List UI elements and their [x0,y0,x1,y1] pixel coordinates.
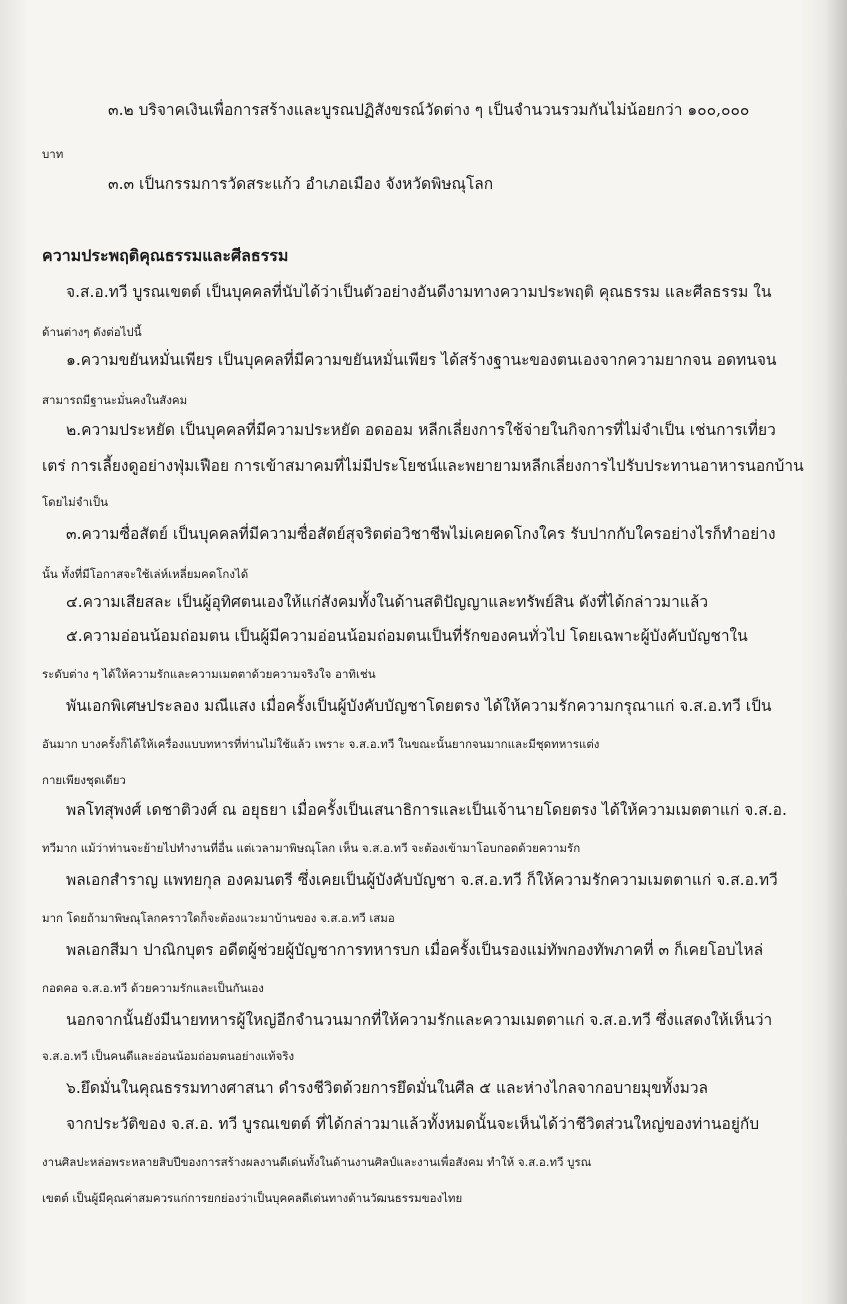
text-line: งานศิลปะหล่อพระหลายสิบปีของการสร้างผลงานดีเด่นทั้งในด้านงานศิลป์และงานเพื่อสังคม ทำให้ จ.ส.อ.ทวี บูรณ [42,1155,592,1169]
text-line: ๕.ความอ่อนน้อมถ่อมตน เป็นผู้มีความอ่อนน้อมถ่อมตนเป็นที่รักของคนทั่วไป โดยเฉพาะผู้บังคับบัญชาใน [66,627,748,645]
text-line: จ.ส.อ.ทวี เป็นคนดีและอ่อนน้อมถ่อมตนอย่างแท้จริง [42,1049,295,1063]
text-line: อันมาก บางครั้งก็ได้ให้เครื่องแบบทหารที่ท่านไม่ใช้แล้ว เพราะ จ.ส.อ.ทวี ในขณะนั้นยากจนมากและมีชุดทหารแต่ง [42,737,600,751]
text-line: สามารถมีฐานะมั่นคงในสังคม [42,393,188,407]
text-line: กอดคอ จ.ส.อ.ทวี ด้วยความรักและเป็นกันเอง [42,981,264,995]
text-line: ระดับต่าง ๆ ได้ให้ความรักและความเมตตาด้วยความจริงใจ อาทิเช่น [42,667,376,681]
text-line: พันเอกพิเศษประลอง มณีแสง เมื่อครั้งเป็นผู้บังคับบัญชาโดยตรง ได้ให้ความรักความกรุณาแก่ จ.ส.อ.ทวี เป็น [66,697,772,715]
text-line: ทวีมาก แม้ว่าท่านจะย้ายไปทำงานที่อื่น แต่เวลามาพิษณุโลก เห็น จ.ส.อ.ทวี จะต้องเข้ามาโอบกอดด้วยความรัก [42,841,581,855]
text-line: โดยไม่จำเป็น [42,495,109,509]
text-line: ๖.ยึดมั่นในคุณธรรมทางศาสนา ดำรงชีวิตด้วยการยึดมั่นในศีล ๕ และห่างไกลจากอบายมุขทั้งมวล [66,1079,709,1097]
text-line: ๑.ความขยันหมั่นเพียร เป็นบุคคลที่มีความขยันหมั่นเพียร ได้สร้างฐานะของตนเองจากความยากจน อดทนจน [66,351,777,369]
text-line: ๓.๓ เป็นกรรมการวัดสระแก้ว อำเภอเมือง จังหวัดพิษณุโลก [108,175,494,193]
text-line: พลเอกสีมา ปาณิกบุตร อดีตผู้ช่วยผู้บัญชาการทหารบก เมื่อครั้งเป็นรองแม่ทัพกองทัพภาคที่ ๓ ก็เคยโอบไหล่ [66,941,764,959]
text-line: นอกจากนั้นยังมีนายทหารผู้ใหญ่อีกจำนวนมากที่ให้ความรักและความเมตตาแก่ จ.ส.อ.ทวี ซึ่งแสดงให้เห็นว่า [66,1011,773,1029]
text-line: จ.ส.อ.ทวี บูรณเขตต์ เป็นบุคคลที่นับได้ว่าเป็นตัวอย่างอันดีงามทางความประพฤติ คุณธรรม และศีลธรรม ใน [66,283,772,301]
text-line: บาท [42,147,64,161]
text-line: นั้น ทั้งที่มีโอกาสจะใช้เล่ห์เหลี่ยมคดโกงได้ [42,567,249,581]
section-heading: ความประพฤติคุณธรรมและศีลธรรม [42,246,289,265]
text-line: เขตต์ เป็นผู้มีคุณค่าสมควรแก่การยกย่องว่าเป็นบุคคลดีเด่นทางด้านวัฒนธรรมของไทย [42,1191,463,1205]
text-line: ๔.ความเสียสละ เป็นผู้อุทิศตนเองให้แก่สังคมทั้งในด้านสติปัญญาและทรัพย์สิน ดังที่ได้กล่าวมาแล้ว [66,593,709,611]
text-line: พลเอกสำราญ แพทยกุล องคมนตรี ซึ่งเคยเป็นผู้บังคับบัญชา จ.ส.อ.ทวี ก็ให้ความรักความเมตตาแก่ จ.ส.อ.ทวี [66,871,778,889]
text-line: จากประวัติของ จ.ส.อ. ทวี บูรณเขตต์ ที่ได้กล่าวมาแล้วทั้งหมดนั้นจะเห็นได้ว่าชีวิตส่วนใหญ่ของท่านอยู่กับ [66,1115,760,1133]
text-line: มาก โดยถ้ามาพิษณุโลกคราวใดก็จะต้องแวะมาบ้านของ จ.ส.อ.ทวี เสมอ [42,911,395,925]
text-line: ด้านต่างๆ ดังต่อไปนี้ [42,325,142,339]
text-line: พลโทสุพงศ์ เดชาติวงศ์ ณ อยุธยา เมื่อครั้งเป็นเสนาธิการและเป็นเจ้านายโดยตรง ได้ให้ความเมตตาแก่ จ.ส.อ. [66,801,787,819]
text-line: ๒.ความประหยัด เป็นบุคคลที่มีความประหยัด อดออม หลีกเลี่ยงการใช้จ่ายในกิจการที่ไม่จำเป็น เช่นการเที่ยว [66,421,776,439]
text-line: เตร่ การเลี้ยงดูอย่างฟุ่มเฟือย การเข้าสมาคมที่ไม่มีประโยชน์และพยายามหลีกเลี่ยงการไปรับประทานอาหารนอกบ้าน [42,457,804,475]
text-line: กายเพียงชุดเดียว [42,773,126,787]
text-line: ๓.๒ บริจาคเงินเพื่อการสร้างและบูรณปฏิสังขรณ์วัดต่าง ๆ เป็นจำนวนรวมกันไม่น้อยกว่า ๑๐๐,๐๐๐ [108,101,750,119]
book-spine-shadow [825,0,847,1304]
text-line: ๓.ความซื่อสัตย์ เป็นบุคคลที่มีความซื่อสัตย์สุจริตต่อวิชาชีพไม่เคยคดโกงใคร รับปากกับใครอย่างไรก็ทำอย่าง [66,525,776,543]
